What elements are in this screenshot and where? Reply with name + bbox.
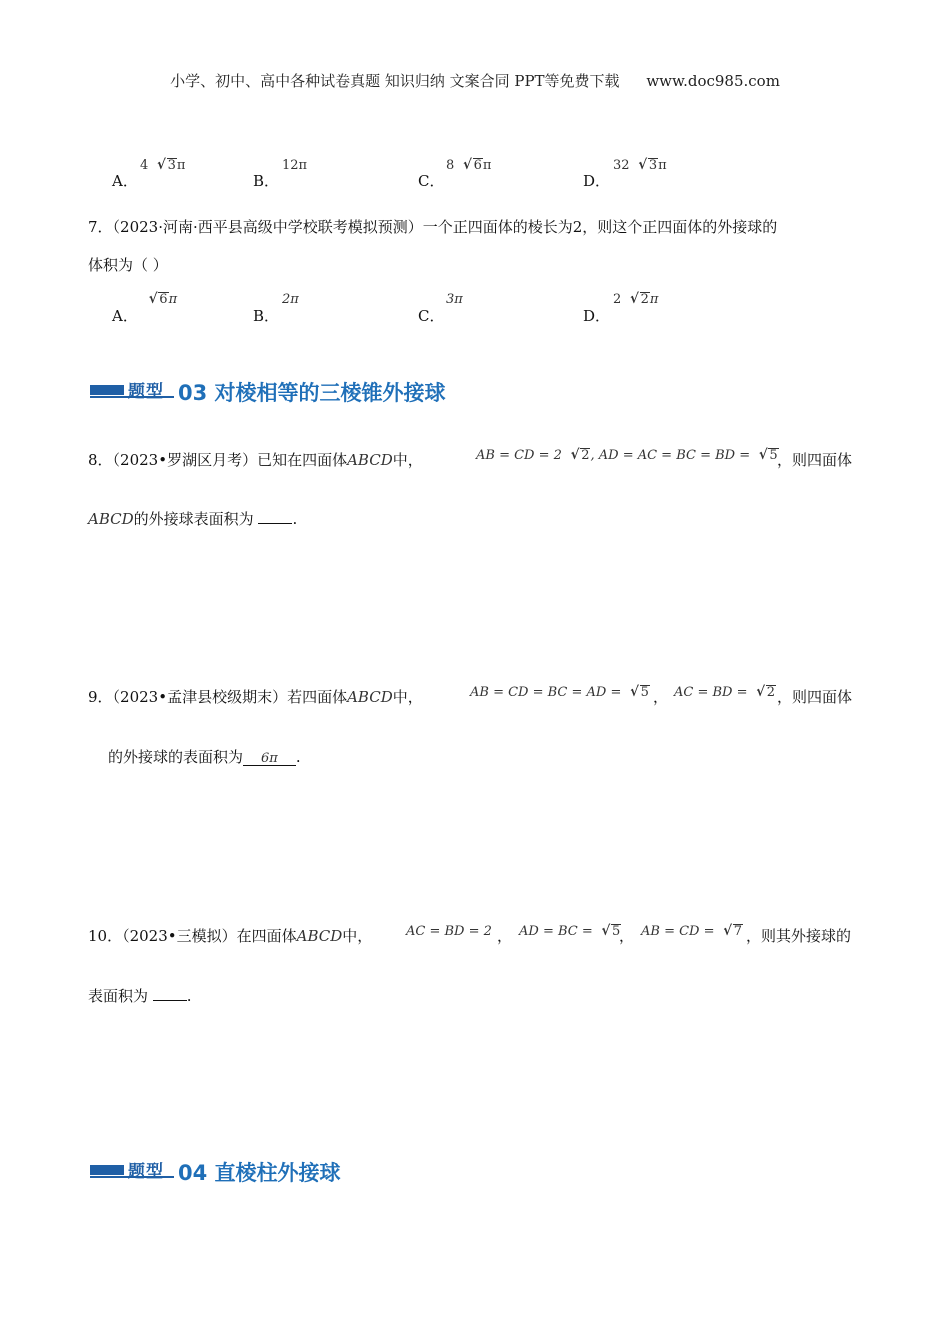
q7-line2: 体积为（ ） (88, 256, 168, 274)
q8-suffix: ，则四面体 (777, 451, 853, 469)
q9-line2: 的外接球的表面积为 6π . (108, 748, 301, 766)
q10-suffix: ，则其外接球的 (746, 927, 852, 945)
q6-option-c-math: 8 √√ 6π (446, 158, 491, 173)
q9-line1: 9．（2023•孟津县校级期末）若四面体ABCD中， (88, 688, 423, 706)
q10-equation-1: AC = BD = 2 (406, 924, 492, 939)
header-site-link[interactable]: www.doc985.com (646, 72, 780, 90)
q10-answer-blank[interactable] (153, 988, 187, 1001)
q7-option-d[interactable]: D． (583, 307, 611, 325)
header-text: 小学、初中、高中各种试卷真题 知识归纳 文案合同 PPT等免费下载 (170, 72, 620, 90)
page-header (0, 70, 950, 91)
section-title: 03 对棱相等的三棱锥外接球 (178, 381, 446, 405)
q9-equation-2: AC = BD = √√ 2 (674, 685, 776, 700)
q9-answer[interactable]: 6π (243, 750, 296, 766)
q7-option-d-math: 2 √√ 2π (613, 292, 658, 307)
q10-line1: 10．（2023•三模拟）在四面体ABCD中， (88, 927, 373, 945)
section-badge: 题型 (90, 1161, 174, 1183)
q9-comma: ， (653, 688, 669, 706)
section-header-04 (90, 1158, 341, 1186)
section-badge: 题型 (90, 381, 174, 403)
q7-option-c[interactable]: C． (418, 307, 445, 325)
q8-equation: AB = CD = 2 √√ 2, AD = AC = BC = BD = √√ 5 (476, 448, 779, 463)
q7-option-a[interactable]: A． (112, 307, 138, 325)
q9-suffix: ，则四面体 (777, 688, 853, 706)
q8-answer-blank[interactable] (258, 511, 292, 524)
q7-option-c-math: 3π (446, 292, 463, 307)
q10-equation-3: AB = CD = √√ 7 (641, 924, 743, 939)
q6-option-a-math: 4 √√ 3π (140, 158, 185, 173)
q7-option-b[interactable]: B． (253, 307, 280, 325)
q10-comma-2: ， (619, 927, 635, 945)
q6-option-b-math: 12π (282, 158, 308, 173)
section-header-03 (90, 378, 446, 406)
q10-comma-1: ， (497, 927, 513, 945)
q6-option-a[interactable]: A． (112, 172, 138, 190)
q7-line1: 7．（2023·河南·西平县高级中学校联考模拟预测）一个正四面体的棱长为2，则这个正四面体的外接球的 (88, 218, 778, 236)
q6-option-b[interactable]: B． (253, 172, 280, 190)
q9-equation-1: AB = CD = BC = AD = √√ 5 (470, 685, 650, 700)
q7-option-b-math: 2π (282, 292, 299, 307)
section-title: 04 直棱柱外接球 (178, 1161, 341, 1185)
q6-option-c[interactable]: C． (418, 172, 445, 190)
q6-option-d-math: 32 √√ 3π (613, 158, 667, 173)
q10-equation-2: AD = BC = √√ 5 (519, 924, 621, 939)
q8-line2: ABCD的外接球表面积为 . (88, 510, 298, 528)
q8-line1: 8．（2023•罗湖区月考）已知在四面体ABCD中， (88, 451, 423, 469)
q10-line2: 表面积为 . (88, 987, 192, 1005)
q7-option-a-math: √√ 6π (140, 292, 177, 307)
q6-option-d[interactable]: D． (583, 172, 611, 190)
